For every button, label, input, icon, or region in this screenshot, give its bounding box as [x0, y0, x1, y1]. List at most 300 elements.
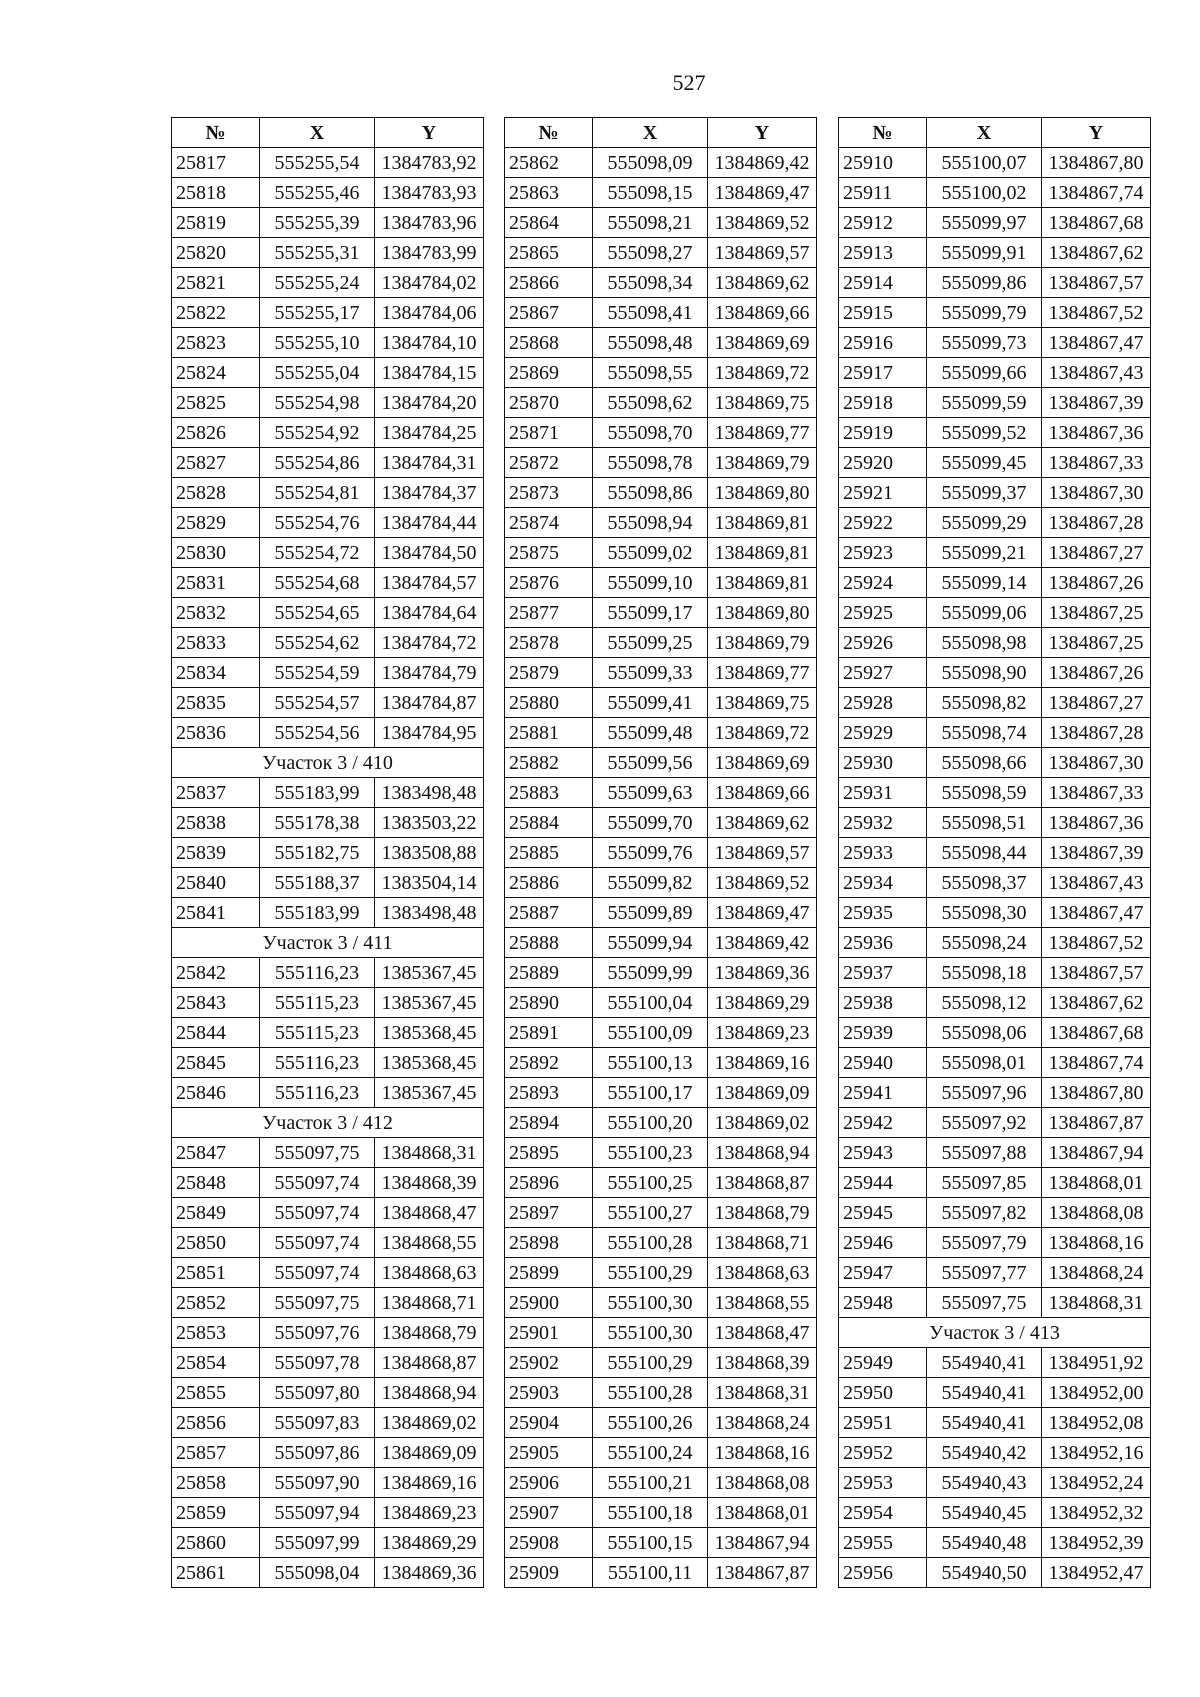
y-coordinate-cell: 1384867,25: [1042, 628, 1151, 658]
x-coordinate-cell: 555098,82: [927, 688, 1042, 718]
point-number-cell: 25891: [505, 1018, 593, 1048]
table-row: [505, 478, 817, 508]
section-row: [172, 748, 484, 778]
point-number-cell: 25875: [505, 538, 593, 568]
y-coordinate-cell: 1383503,22: [375, 808, 484, 838]
point-number-cell: 25909: [505, 1558, 593, 1588]
y-coordinate-cell: 1384869,47: [708, 178, 817, 208]
y-coordinate-cell: 1384952,39: [1042, 1528, 1151, 1558]
table-row: [839, 1198, 1151, 1228]
x-coordinate-cell: 555100,17: [593, 1078, 708, 1108]
point-number-cell: 25819: [172, 208, 260, 238]
y-coordinate-cell: 1384952,47: [1042, 1558, 1151, 1588]
table-row: [505, 208, 817, 238]
point-number-cell: 25936: [839, 928, 927, 958]
point-number-cell: 25887: [505, 898, 593, 928]
x-coordinate-cell: 555099,14: [927, 568, 1042, 598]
x-coordinate-cell: 555098,21: [593, 208, 708, 238]
y-coordinate-cell: 1384867,80: [1042, 1078, 1151, 1108]
point-number-cell: 25867: [505, 298, 593, 328]
y-coordinate-cell: 1384869,36: [708, 958, 817, 988]
y-coordinate-cell: 1384869,75: [708, 688, 817, 718]
y-coordinate-cell: 1384868,87: [375, 1348, 484, 1378]
table-row: [505, 178, 817, 208]
point-number-cell: 25918: [839, 388, 927, 418]
x-coordinate-cell: 555098,94: [593, 508, 708, 538]
x-coordinate-cell: 555097,74: [260, 1198, 375, 1228]
table-row: [839, 778, 1151, 808]
x-coordinate-cell: 555099,86: [927, 268, 1042, 298]
y-coordinate-cell: 1384869,79: [708, 628, 817, 658]
table-row: [172, 418, 484, 448]
point-number-cell: 25933: [839, 838, 927, 868]
section-row: [172, 1108, 484, 1138]
point-number-cell: 25829: [172, 508, 260, 538]
table-row: [505, 1078, 817, 1108]
table-row: [172, 478, 484, 508]
point-number-cell: 25902: [505, 1348, 593, 1378]
x-coordinate-cell: 555097,76: [260, 1318, 375, 1348]
table-row: [172, 1528, 484, 1558]
x-coordinate-cell: 555098,48: [593, 328, 708, 358]
y-coordinate-cell: 1384869,29: [708, 988, 817, 1018]
x-coordinate-cell: 555099,97: [927, 208, 1042, 238]
y-coordinate-cell: 1384952,00: [1042, 1378, 1151, 1408]
point-number-cell: 25868: [505, 328, 593, 358]
table-row: [172, 268, 484, 298]
x-coordinate-cell: 555099,29: [927, 508, 1042, 538]
x-coordinate-cell: 555100,27: [593, 1198, 708, 1228]
x-coordinate-cell: 554940,43: [927, 1468, 1042, 1498]
x-coordinate-cell: 555098,51: [927, 808, 1042, 838]
x-coordinate-cell: 555099,45: [927, 448, 1042, 478]
x-coordinate-cell: 555099,56: [593, 748, 708, 778]
table-row: [505, 1198, 817, 1228]
table-row: [839, 178, 1151, 208]
table-row: [505, 1438, 817, 1468]
table-row: [505, 1348, 817, 1378]
point-number-cell: 25861: [172, 1558, 260, 1588]
point-number-cell: 25879: [505, 658, 593, 688]
point-number-cell: 25825: [172, 388, 260, 418]
y-coordinate-cell: 1384867,26: [1042, 568, 1151, 598]
y-coordinate-cell: 1384869,62: [708, 268, 817, 298]
point-number-cell: 25930: [839, 748, 927, 778]
table-row: [505, 1258, 817, 1288]
point-number-cell: 25943: [839, 1138, 927, 1168]
x-coordinate-cell: 555254,76: [260, 508, 375, 538]
y-coordinate-cell: 1384784,20: [375, 388, 484, 418]
point-number-cell: 25941: [839, 1078, 927, 1108]
point-number-cell: 25945: [839, 1198, 927, 1228]
point-number-cell: 25898: [505, 1228, 593, 1258]
y-coordinate-cell: 1384868,24: [1042, 1258, 1151, 1288]
table-row: [505, 1318, 817, 1348]
table-row: [172, 1018, 484, 1048]
point-number-cell: 25871: [505, 418, 593, 448]
x-coordinate-cell: 555100,18: [593, 1498, 708, 1528]
y-coordinate-cell: 1384952,24: [1042, 1468, 1151, 1498]
point-number-cell: 25903: [505, 1378, 593, 1408]
x-coordinate-cell: 555097,85: [927, 1168, 1042, 1198]
x-coordinate-cell: 555098,06: [927, 1018, 1042, 1048]
point-number-cell: 25886: [505, 868, 593, 898]
y-coordinate-cell: 1384867,47: [1042, 328, 1151, 358]
point-number-cell: 25940: [839, 1048, 927, 1078]
x-coordinate-cell: 554940,45: [927, 1498, 1042, 1528]
y-coordinate-cell: 1384869,02: [708, 1108, 817, 1138]
y-coordinate-cell: 1384784,64: [375, 598, 484, 628]
y-coordinate-cell: 1384867,57: [1042, 268, 1151, 298]
table-row: [505, 148, 817, 178]
point-number-cell: 25831: [172, 568, 260, 598]
table-row: [505, 1378, 817, 1408]
table-header-x: X: [927, 118, 1042, 148]
y-coordinate-cell: 1384783,93: [375, 178, 484, 208]
x-coordinate-cell: 555098,70: [593, 418, 708, 448]
y-coordinate-cell: 1384869,42: [708, 928, 817, 958]
table-row: [505, 628, 817, 658]
y-coordinate-cell: 1384868,55: [375, 1228, 484, 1258]
y-coordinate-cell: 1384868,24: [708, 1408, 817, 1438]
y-coordinate-cell: 1384952,08: [1042, 1408, 1151, 1438]
y-coordinate-cell: 1384783,99: [375, 238, 484, 268]
table-row: [172, 238, 484, 268]
y-coordinate-cell: 1384867,80: [1042, 148, 1151, 178]
table-row: [839, 478, 1151, 508]
point-number-cell: 25952: [839, 1438, 927, 1468]
point-number-cell: 25912: [839, 208, 927, 238]
y-coordinate-cell: 1384868,31: [375, 1138, 484, 1168]
x-coordinate-cell: 555116,23: [260, 1078, 375, 1108]
x-coordinate-cell: 555097,82: [927, 1198, 1042, 1228]
y-coordinate-cell: 1384867,30: [1042, 748, 1151, 778]
x-coordinate-cell: 555099,66: [927, 358, 1042, 388]
table-row: [505, 598, 817, 628]
table-row: [172, 808, 484, 838]
y-coordinate-cell: 1384868,01: [1042, 1168, 1151, 1198]
point-number-cell: 25948: [839, 1288, 927, 1318]
y-coordinate-cell: 1384952,16: [1042, 1438, 1151, 1468]
y-coordinate-cell: 1384869,42: [708, 148, 817, 178]
y-coordinate-cell: 1384869,69: [708, 748, 817, 778]
table-row: [172, 988, 484, 1018]
x-coordinate-cell: 555097,86: [260, 1438, 375, 1468]
y-coordinate-cell: 1384869,72: [708, 358, 817, 388]
x-coordinate-cell: 555100,07: [927, 148, 1042, 178]
table-row: [505, 358, 817, 388]
y-coordinate-cell: 1384784,79: [375, 658, 484, 688]
point-number-cell: 25828: [172, 478, 260, 508]
point-number-cell: 25855: [172, 1378, 260, 1408]
y-coordinate-cell: 1384869,79: [708, 448, 817, 478]
x-coordinate-cell: 555097,96: [927, 1078, 1042, 1108]
table-row: [172, 1078, 484, 1108]
y-coordinate-cell: 1384867,30: [1042, 478, 1151, 508]
point-number-cell: 25843: [172, 988, 260, 1018]
point-number-cell: 25847: [172, 1138, 260, 1168]
y-coordinate-cell: 1384869,75: [708, 388, 817, 418]
point-number-cell: 25856: [172, 1408, 260, 1438]
table-row: [839, 1528, 1151, 1558]
table-row: [839, 208, 1151, 238]
table-row: [839, 1258, 1151, 1288]
table-row: [839, 688, 1151, 718]
y-coordinate-cell: 1384869,29: [375, 1528, 484, 1558]
point-number-cell: 25929: [839, 718, 927, 748]
x-coordinate-cell: 555099,59: [927, 388, 1042, 418]
coordinate-table-body: [172, 148, 484, 1588]
table-row: [172, 538, 484, 568]
x-coordinate-cell: 555255,04: [260, 358, 375, 388]
section-row: [172, 928, 484, 958]
y-coordinate-cell: 1384868,47: [375, 1198, 484, 1228]
y-coordinate-cell: 1384784,25: [375, 418, 484, 448]
y-coordinate-cell: 1384784,44: [375, 508, 484, 538]
x-coordinate-cell: 555099,70: [593, 808, 708, 838]
point-number-cell: 25835: [172, 688, 260, 718]
point-number-cell: 25953: [839, 1468, 927, 1498]
page-number: 527: [672, 70, 706, 95]
x-coordinate-cell: 554940,41: [927, 1378, 1042, 1408]
table-row: [839, 448, 1151, 478]
point-number-cell: 25917: [839, 358, 927, 388]
point-number-cell: 25882: [505, 748, 593, 778]
table-row: [172, 1228, 484, 1258]
y-coordinate-cell: 1384867,27: [1042, 688, 1151, 718]
x-coordinate-cell: 555097,77: [927, 1258, 1042, 1288]
y-coordinate-cell: 1384952,32: [1042, 1498, 1151, 1528]
y-coordinate-cell: 1384869,52: [708, 208, 817, 238]
table-row: [172, 1348, 484, 1378]
y-coordinate-cell: 1383498,48: [375, 778, 484, 808]
y-coordinate-cell: 1383508,88: [375, 838, 484, 868]
y-coordinate-cell: 1384784,31: [375, 448, 484, 478]
table-row: [172, 1258, 484, 1288]
table-row: [505, 328, 817, 358]
x-coordinate-cell: 555100,26: [593, 1408, 708, 1438]
y-coordinate-cell: 1385368,45: [375, 1048, 484, 1078]
point-number-cell: 25951: [839, 1408, 927, 1438]
y-coordinate-cell: 1384784,15: [375, 358, 484, 388]
y-coordinate-cell: 1384868,71: [708, 1228, 817, 1258]
x-coordinate-cell: 555183,99: [260, 898, 375, 928]
table-row: [172, 178, 484, 208]
table-row: [839, 268, 1151, 298]
x-coordinate-cell: 555255,31: [260, 238, 375, 268]
y-coordinate-cell: 1384868,31: [708, 1378, 817, 1408]
point-number-cell: 25841: [172, 898, 260, 928]
x-coordinate-cell: 555255,10: [260, 328, 375, 358]
section-label: Участок 3 / 412: [172, 1108, 484, 1138]
table-row: [839, 1078, 1151, 1108]
y-coordinate-cell: 1384869,57: [708, 238, 817, 268]
table-row: [839, 928, 1151, 958]
x-coordinate-cell: 555115,23: [260, 1018, 375, 1048]
x-coordinate-cell: 555098,12: [927, 988, 1042, 1018]
y-coordinate-cell: 1384867,28: [1042, 508, 1151, 538]
section-row: [839, 1318, 1151, 1348]
x-coordinate-cell: 555098,41: [593, 298, 708, 328]
x-coordinate-cell: 555254,62: [260, 628, 375, 658]
x-coordinate-cell: 555099,63: [593, 778, 708, 808]
y-coordinate-cell: 1384868,47: [708, 1318, 817, 1348]
point-number-cell: 25839: [172, 838, 260, 868]
point-number-cell: 25954: [839, 1498, 927, 1528]
x-coordinate-cell: 554940,41: [927, 1408, 1042, 1438]
y-coordinate-cell: 1384784,72: [375, 628, 484, 658]
x-coordinate-cell: 555178,38: [260, 808, 375, 838]
point-number-cell: 25862: [505, 148, 593, 178]
table-row: [505, 508, 817, 538]
y-coordinate-cell: 1384867,87: [1042, 1108, 1151, 1138]
table-row: [172, 688, 484, 718]
table-row: [172, 148, 484, 178]
x-coordinate-cell: 555254,65: [260, 598, 375, 628]
x-coordinate-cell: 555099,89: [593, 898, 708, 928]
table-row: [172, 838, 484, 868]
table-row: [839, 658, 1151, 688]
x-coordinate-cell: 555100,09: [593, 1018, 708, 1048]
point-number-cell: 25895: [505, 1138, 593, 1168]
x-coordinate-cell: 555098,27: [593, 238, 708, 268]
table-row: [505, 928, 817, 958]
point-number-cell: 25910: [839, 148, 927, 178]
x-coordinate-cell: 555100,28: [593, 1228, 708, 1258]
x-coordinate-cell: 555098,24: [927, 928, 1042, 958]
table-row: [839, 1558, 1151, 1588]
table-row: [172, 1408, 484, 1438]
y-coordinate-cell: 1384868,55: [708, 1288, 817, 1318]
table-row: [839, 1468, 1151, 1498]
table-row: [839, 1378, 1151, 1408]
x-coordinate-cell: 555254,92: [260, 418, 375, 448]
table-row: [839, 1108, 1151, 1138]
coordinate-table: [838, 117, 1151, 1588]
y-coordinate-cell: 1385367,45: [375, 988, 484, 1018]
point-number-cell: 25949: [839, 1348, 927, 1378]
y-coordinate-cell: 1384869,77: [708, 418, 817, 448]
y-coordinate-cell: 1384868,16: [708, 1438, 817, 1468]
table-row: [839, 1228, 1151, 1258]
point-number-cell: 25849: [172, 1198, 260, 1228]
y-coordinate-cell: 1384867,62: [1042, 238, 1151, 268]
x-coordinate-cell: 555097,74: [260, 1228, 375, 1258]
y-coordinate-cell: 1384867,43: [1042, 358, 1151, 388]
x-coordinate-cell: 555100,28: [593, 1378, 708, 1408]
x-coordinate-cell: 555116,23: [260, 958, 375, 988]
y-coordinate-cell: 1384951,92: [1042, 1348, 1151, 1378]
x-coordinate-cell: 555098,74: [927, 718, 1042, 748]
y-coordinate-cell: 1384867,87: [708, 1558, 817, 1588]
table-row: [505, 298, 817, 328]
y-coordinate-cell: 1384867,74: [1042, 178, 1151, 208]
y-coordinate-cell: 1384867,39: [1042, 388, 1151, 418]
y-coordinate-cell: 1384867,43: [1042, 868, 1151, 898]
y-coordinate-cell: 1384869,77: [708, 658, 817, 688]
point-number-cell: 25907: [505, 1498, 593, 1528]
y-coordinate-cell: 1384869,62: [708, 808, 817, 838]
table-row: [172, 1168, 484, 1198]
x-coordinate-cell: 555254,86: [260, 448, 375, 478]
y-coordinate-cell: 1384869,23: [375, 1498, 484, 1528]
point-number-cell: 25860: [172, 1528, 260, 1558]
point-number-cell: 25872: [505, 448, 593, 478]
section-label: Участок 3 / 411: [172, 928, 484, 958]
table-row: [505, 1468, 817, 1498]
y-coordinate-cell: 1384783,96: [375, 208, 484, 238]
x-coordinate-cell: 555098,62: [593, 388, 708, 418]
y-coordinate-cell: 1385367,45: [375, 958, 484, 988]
x-coordinate-cell: 555097,74: [260, 1168, 375, 1198]
y-coordinate-cell: 1384868,71: [375, 1288, 484, 1318]
x-coordinate-cell: 555182,75: [260, 838, 375, 868]
table-row: [505, 778, 817, 808]
table-row: [172, 1288, 484, 1318]
x-coordinate-cell: 555098,59: [927, 778, 1042, 808]
table-row: [839, 628, 1151, 658]
table-header-no: №: [505, 118, 593, 148]
x-coordinate-cell: 555097,78: [260, 1348, 375, 1378]
point-number-cell: 25928: [839, 688, 927, 718]
y-coordinate-cell: 1384867,28: [1042, 718, 1151, 748]
x-coordinate-cell: 555099,48: [593, 718, 708, 748]
point-number-cell: 25913: [839, 238, 927, 268]
y-coordinate-cell: 1384869,66: [708, 778, 817, 808]
y-coordinate-cell: 1384869,81: [708, 508, 817, 538]
table-row: [172, 658, 484, 688]
table-row: [839, 508, 1151, 538]
point-number-cell: 25848: [172, 1168, 260, 1198]
point-number-cell: 25927: [839, 658, 927, 688]
y-coordinate-cell: 1384869,52: [708, 868, 817, 898]
y-coordinate-cell: 1384783,92: [375, 148, 484, 178]
x-coordinate-cell: 555097,80: [260, 1378, 375, 1408]
table-row: [172, 628, 484, 658]
point-number-cell: 25824: [172, 358, 260, 388]
y-coordinate-cell: 1384869,16: [375, 1468, 484, 1498]
table-row: [505, 748, 817, 778]
table-row: [505, 1138, 817, 1168]
y-coordinate-cell: 1384867,36: [1042, 808, 1151, 838]
y-coordinate-cell: 1384868,63: [708, 1258, 817, 1288]
x-coordinate-cell: 555097,75: [260, 1288, 375, 1318]
y-coordinate-cell: 1384868,79: [375, 1318, 484, 1348]
x-coordinate-cell: 555254,59: [260, 658, 375, 688]
y-coordinate-cell: 1384869,81: [708, 538, 817, 568]
y-coordinate-cell: 1384868,94: [375, 1378, 484, 1408]
table-header-no: №: [172, 118, 260, 148]
table-row: [505, 1558, 817, 1588]
y-coordinate-cell: 1384868,08: [708, 1468, 817, 1498]
x-coordinate-cell: 555254,72: [260, 538, 375, 568]
point-number-cell: 25885: [505, 838, 593, 868]
y-coordinate-cell: 1384784,87: [375, 688, 484, 718]
point-number-cell: 25926: [839, 628, 927, 658]
point-number-cell: 25822: [172, 298, 260, 328]
table-row: [505, 1018, 817, 1048]
table-row: [172, 448, 484, 478]
x-coordinate-cell: 555254,57: [260, 688, 375, 718]
y-coordinate-cell: 1384784,95: [375, 718, 484, 748]
y-coordinate-cell: 1384868,08: [1042, 1198, 1151, 1228]
table-row: [839, 808, 1151, 838]
y-coordinate-cell: 1384784,10: [375, 328, 484, 358]
point-number-cell: 25908: [505, 1528, 593, 1558]
x-coordinate-cell: 555097,99: [260, 1528, 375, 1558]
point-number-cell: 25889: [505, 958, 593, 988]
y-coordinate-cell: 1384869,09: [708, 1078, 817, 1108]
